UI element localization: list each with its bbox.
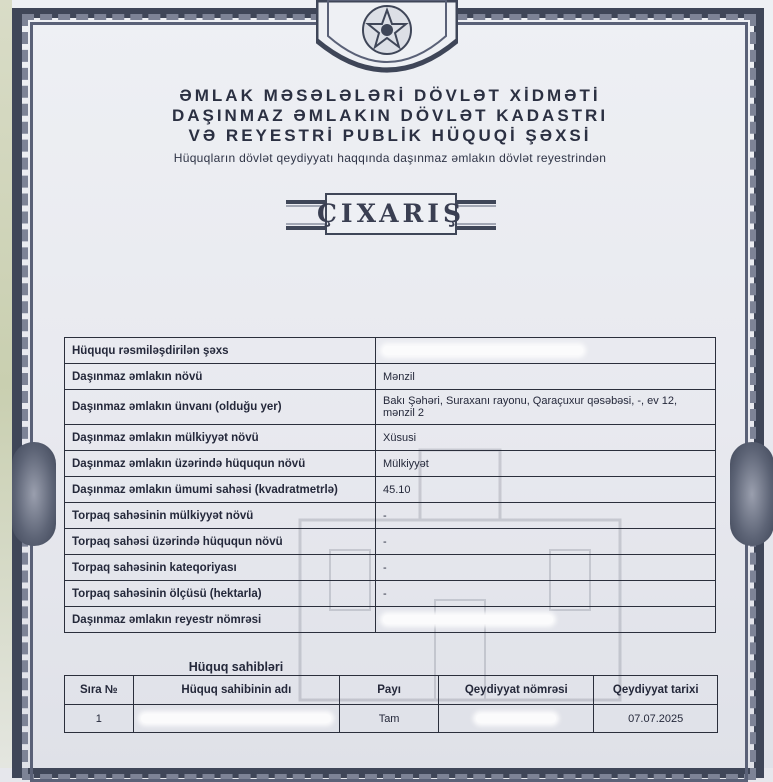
table-row — [65, 477, 716, 503]
row-label: Daşınmaz əmlakın mülkiyyət növü — [65, 425, 376, 451]
row-label: Daşınmaz əmlakın reyestr nömrəsi — [65, 607, 376, 633]
row-value: Mənzil — [376, 364, 716, 390]
row-value: Xüsusi — [376, 425, 716, 451]
right-border-ornament — [730, 442, 773, 546]
table-row — [65, 581, 716, 607]
row-label: Daşınmaz əmlakın ünvanı (olduğu yer) — [65, 390, 376, 425]
row-label: Daşınmaz əmlakın növü — [65, 364, 376, 390]
row-label: Torpaq sahəsinin mülkiyyət növü — [65, 503, 376, 529]
table-row — [65, 607, 716, 633]
property-info-table — [64, 337, 716, 633]
row-label: Torpaq sahəsinin kateqoriyası — [65, 555, 376, 581]
table-row — [65, 503, 716, 529]
column-header: Qeydiyyat tarixi — [594, 676, 718, 705]
owner-share: Tam — [339, 705, 438, 733]
row-value: - — [376, 503, 716, 529]
row-label: Hüququ rəsmiləşdirilən şəxs — [65, 338, 376, 364]
column-header: Hüquq sahibinin adı — [133, 676, 339, 705]
row-label: Daşınmaz əmlakın üzərində hüququn növü — [65, 451, 376, 477]
row-value: - — [376, 555, 716, 581]
owners-table — [64, 675, 718, 733]
registration-date: 07.07.2025 — [594, 705, 718, 733]
agency-title-line-3: VƏ REYESTRİ PUBLİK HÜQUQİ ŞƏXSİ — [188, 126, 592, 145]
table-row — [65, 390, 716, 425]
table-row — [65, 555, 716, 581]
row-value: Mülkiyyət — [376, 451, 716, 477]
table-header-row — [65, 676, 718, 705]
column-header: Sıra № — [65, 676, 134, 705]
owner-name-redacted — [133, 705, 339, 733]
registration-number-redacted — [439, 705, 594, 733]
row-label: Torpaq sahəsinin ölçüsü (hektarla) — [65, 581, 376, 607]
table-row — [65, 364, 716, 390]
row-value: - — [376, 529, 716, 555]
owner-name-redacted — [376, 338, 716, 364]
table-row — [65, 451, 716, 477]
row-value: - — [376, 581, 716, 607]
row-value: 45.10 — [376, 477, 716, 503]
left-border-ornament — [12, 442, 56, 546]
column-header: Payı — [339, 676, 438, 705]
row-label: Torpaq sahəsi üzərində hüququn növü — [65, 529, 376, 555]
owners-section-title: Hüquq sahibləri — [188, 660, 284, 674]
table-row — [65, 529, 716, 555]
coat-of-arms-emblem — [316, 0, 458, 80]
background-plant — [0, 0, 12, 768]
row-label: Daşınmaz əmlakın ümumi sahəsi (kvadratmetrlə) — [65, 477, 376, 503]
table-row — [65, 425, 716, 451]
document-type-title: ÇIXARIŞ — [316, 199, 466, 228]
registry-number-redacted — [376, 607, 716, 633]
row-value: Bakı Şəhəri, Suraxanı rayonu, Qaraçuxur qəsəbəsi, -, ev 12, mənzil 2 — [376, 390, 716, 425]
table-row — [65, 705, 718, 733]
document-subtitle: Hüquqların dövlət qeydiyyatı haqqında daşınmaz əmlakın dövlət reyestrindən — [173, 151, 607, 165]
table-row — [65, 338, 716, 364]
owner-index: 1 — [65, 705, 134, 733]
agency-title-line-1: ƏMLAK MƏSƏLƏLƏRİ DÖVLƏT XİDMƏTİ — [179, 86, 601, 105]
column-header: Qeydiyyat nömrəsi — [439, 676, 594, 705]
agency-title-line-2: DAŞINMAZ ƏMLAKIN DÖVLƏT KADASTRI — [171, 106, 609, 125]
